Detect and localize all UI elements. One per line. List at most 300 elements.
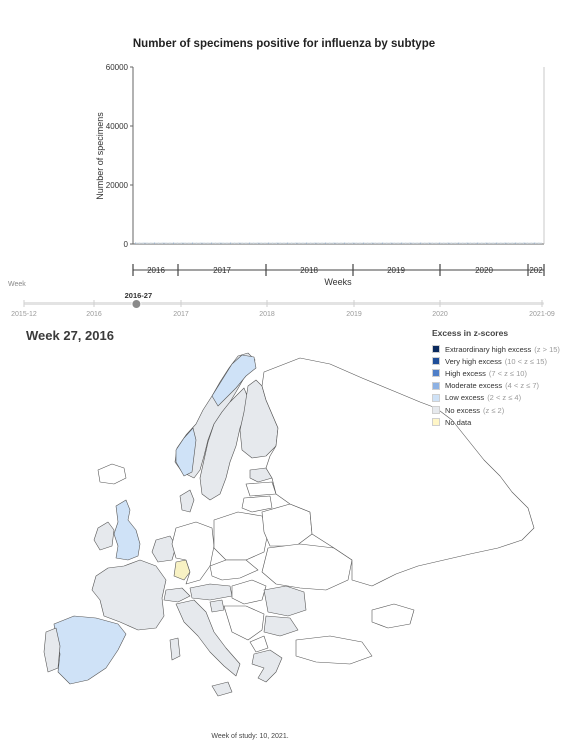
- bar-mark: [382, 243, 383, 245]
- legend-item[interactable]: [432, 367, 568, 379]
- bar-mark: [147, 243, 148, 245]
- bar-mark: [405, 243, 406, 245]
- bar-mark: [305, 243, 306, 245]
- bar-mark: [454, 243, 455, 245]
- bar-mark: [518, 243, 519, 245]
- bar-mark: [329, 243, 330, 245]
- bar-mark: [306, 243, 307, 245]
- country-hungary[interactable]: [232, 580, 266, 604]
- timeline-label: 2021-09: [529, 311, 555, 318]
- bar-mark: [351, 243, 352, 245]
- bar-mark: [246, 243, 247, 245]
- legend-item[interactable]: [432, 392, 568, 404]
- timeline-label: 2018: [259, 311, 275, 318]
- bar-mark: [273, 243, 274, 245]
- bar-mark: [409, 243, 410, 245]
- bar-mark: [253, 243, 254, 245]
- country-austria[interactable]: [190, 584, 232, 600]
- country-switzerland[interactable]: [164, 588, 190, 602]
- bar-mark: [184, 243, 185, 245]
- bar-mark: [480, 243, 481, 245]
- bar-mark: [427, 243, 428, 245]
- bar-mark: [439, 243, 440, 245]
- bar-mark: [348, 243, 349, 245]
- bar-mark: [490, 243, 491, 245]
- bar-mark: [189, 243, 190, 245]
- bar-mark: [242, 243, 243, 245]
- bar-mark: [307, 243, 308, 245]
- bar-mark: [136, 243, 137, 245]
- timeline-label: 2019: [346, 311, 362, 318]
- bar-mark: [176, 243, 177, 245]
- bar-mark: [432, 243, 433, 245]
- bar-mark: [476, 243, 477, 245]
- bar-mark: [303, 243, 304, 245]
- bar-mark: [455, 243, 456, 245]
- bar-mark: [372, 243, 373, 245]
- bar-mark: [244, 243, 245, 245]
- bar-mark: [277, 243, 278, 245]
- country-slovenia[interactable]: [210, 600, 224, 612]
- legend-swatch: [432, 357, 440, 365]
- bar-mark: [367, 243, 368, 245]
- country-sardinia[interactable]: [170, 638, 180, 660]
- bar-mark: [142, 243, 143, 245]
- bar-mark: [318, 243, 319, 245]
- bar-mark: [357, 243, 358, 245]
- bar-mark: [345, 243, 346, 245]
- bar-mark: [192, 243, 193, 245]
- bar-mark: [181, 243, 182, 245]
- bar-mark: [320, 243, 321, 245]
- bar-mark: [443, 243, 444, 245]
- bar-mark: [178, 243, 179, 245]
- bar-mark: [220, 243, 221, 245]
- bar-mark: [313, 243, 314, 245]
- bar-mark: [366, 243, 367, 245]
- bar-mark: [451, 243, 452, 245]
- bar-mark: [474, 243, 475, 245]
- bar-mark: [161, 243, 162, 245]
- bar-mark: [215, 243, 216, 245]
- bar-mark: [150, 243, 151, 245]
- bar-mark: [258, 243, 259, 245]
- bar-mark: [516, 243, 517, 245]
- y-axis-title: Number of specimens: [95, 112, 105, 200]
- bar-mark: [204, 243, 205, 245]
- bar-mark: [295, 243, 296, 245]
- legend-swatch: [432, 418, 440, 426]
- legend-item[interactable]: [432, 416, 568, 428]
- bar-mark: [200, 243, 201, 245]
- bar-mark: [375, 243, 376, 245]
- bar-mark: [419, 243, 420, 245]
- bar-mark: [279, 243, 280, 245]
- bar-mark: [537, 243, 538, 245]
- bar-mark: [140, 243, 141, 245]
- y-tick-label: 0: [123, 240, 128, 249]
- bar-mark: [263, 243, 264, 245]
- country-france[interactable]: [92, 560, 166, 630]
- year-axis: [133, 264, 544, 276]
- y-tick-label: 20000: [105, 181, 128, 190]
- bar-mark: [433, 243, 434, 245]
- bar-mark: [173, 243, 174, 245]
- legend-item[interactable]: [432, 404, 568, 416]
- timeline-slider[interactable]: [11, 291, 555, 318]
- legend-range: (7 < z ≤ 10): [488, 368, 527, 378]
- bar-mark: [533, 243, 534, 245]
- bar-mark: [534, 243, 535, 245]
- country-uk[interactable]: [114, 500, 140, 560]
- bar-mark: [149, 243, 150, 245]
- y-tick-label: 60000: [105, 63, 128, 72]
- legend-swatch: [432, 394, 440, 402]
- bar-mark: [535, 243, 536, 245]
- bar-mark: [226, 243, 227, 245]
- bar-mark: [264, 243, 265, 245]
- bar-mark: [496, 243, 497, 245]
- bar-mark: [514, 243, 515, 245]
- bar-mark: [421, 243, 422, 245]
- bar-mark: [378, 243, 379, 245]
- bar-mark: [292, 243, 293, 245]
- bar-mark: [275, 243, 276, 245]
- bar-mark: [339, 243, 340, 245]
- bar-mark: [508, 243, 509, 245]
- timeline-label: 2020: [432, 311, 448, 318]
- bar-mark: [170, 243, 171, 245]
- bar-mark: [206, 243, 207, 245]
- bar-mark: [438, 243, 439, 245]
- country-poland[interactable]: [214, 512, 268, 560]
- bar-mark: [538, 243, 539, 245]
- bar-mark: [288, 243, 289, 245]
- bar-mark: [352, 243, 353, 245]
- bar-mark: [374, 243, 375, 245]
- timeline-label: 2016: [86, 311, 102, 318]
- bar-mark: [317, 243, 318, 245]
- bar-mark: [467, 243, 468, 245]
- bar-mark: [199, 243, 200, 245]
- bar-mark: [299, 243, 300, 245]
- bar-mark: [282, 243, 283, 245]
- legend-range: (4 < z ≤ 7): [505, 381, 540, 391]
- bar-mark: [504, 243, 505, 245]
- bar-mark: [461, 243, 462, 245]
- timeline-handle[interactable]: [132, 300, 141, 309]
- bar-mark: [497, 243, 498, 245]
- bar-mark: [435, 243, 436, 245]
- bar-mark: [511, 243, 512, 245]
- bar-mark: [383, 243, 384, 245]
- bar-mark: [381, 243, 382, 245]
- bar-mark: [488, 243, 489, 245]
- bar-mark: [210, 243, 211, 245]
- bar-mark: [414, 243, 415, 245]
- bar-mark: [187, 243, 188, 245]
- bar-mark: [424, 243, 425, 245]
- bar-mark: [250, 243, 251, 245]
- bar-mark: [527, 243, 528, 245]
- bar-mark: [249, 243, 250, 245]
- legend-label: Moderate excess: [445, 381, 503, 391]
- bar-mark: [269, 243, 270, 245]
- legend-range: (z > 15): [534, 344, 560, 354]
- country-romania[interactable]: [264, 586, 306, 616]
- bar-mark: [222, 243, 223, 245]
- bar-mark: [370, 243, 371, 245]
- bar-mark: [477, 243, 478, 245]
- bar-mark: [157, 243, 158, 245]
- bar-mark: [201, 243, 202, 245]
- bar-mark: [393, 243, 394, 245]
- chart-frame: [133, 67, 544, 244]
- country-czechia[interactable]: [210, 560, 258, 580]
- bar-mark: [193, 243, 194, 245]
- bar-mark: [231, 243, 232, 245]
- bar-mark: [211, 243, 212, 245]
- bar-mark: [355, 243, 356, 245]
- bar-mark: [212, 243, 213, 245]
- bar-mark: [284, 243, 285, 245]
- map-week-title: Week 27, 2016: [26, 328, 114, 343]
- bar-mark: [203, 243, 204, 245]
- bar-mark: [486, 243, 487, 245]
- bar-mark: [462, 243, 463, 245]
- bar-mark: [401, 243, 402, 245]
- bar-mark: [177, 243, 178, 245]
- bar-mark: [163, 243, 164, 245]
- bar-mark: [336, 243, 337, 245]
- country-sicily[interactable]: [212, 682, 232, 696]
- bar-mark: [223, 243, 224, 245]
- bar-mark: [241, 243, 242, 245]
- bar-mark: [410, 243, 411, 245]
- bar-mark: [465, 243, 466, 245]
- bar-mark: [298, 243, 299, 245]
- bar-mark: [397, 243, 398, 245]
- legend-range: (z ≤ 2): [483, 405, 505, 415]
- country-ireland[interactable]: [94, 522, 114, 550]
- bar-mark: [330, 243, 331, 245]
- bar-mark: [280, 243, 281, 245]
- bar-mark: [389, 243, 390, 245]
- bar-mark: [458, 243, 459, 245]
- bar-mark: [398, 243, 399, 245]
- country-belarus[interactable]: [262, 504, 312, 546]
- country-latvia[interactable]: [246, 482, 276, 496]
- legend-item[interactable]: [432, 355, 568, 367]
- bar-mark: [390, 243, 391, 245]
- legend-item[interactable]: [432, 380, 568, 392]
- bar-mark: [268, 243, 269, 245]
- bar-mark: [276, 243, 277, 245]
- bar-mark: [185, 243, 186, 245]
- bar-mark: [473, 243, 474, 245]
- year-label: 2019: [387, 266, 405, 275]
- bar-mark: [165, 243, 166, 245]
- bar-mark: [471, 243, 472, 245]
- legend-label: Low excess: [445, 393, 485, 403]
- bar-mark: [391, 243, 392, 245]
- bar-mark: [469, 243, 470, 245]
- bar-mark: [180, 243, 181, 245]
- bar-mark: [172, 243, 173, 245]
- year-label: 2018: [300, 266, 318, 275]
- bar-mark: [155, 243, 156, 245]
- bar-mark: [219, 243, 220, 245]
- bar-mark: [237, 243, 238, 245]
- bar-mark: [314, 243, 315, 245]
- legend-label: No data: [445, 417, 472, 427]
- bar-mark: [337, 243, 338, 245]
- bar-mark: [364, 243, 365, 245]
- bar-mark: [523, 243, 524, 245]
- bar-mark: [197, 243, 198, 245]
- bar-mark: [151, 243, 152, 245]
- bar-mark: [387, 243, 388, 245]
- bar-mark: [394, 243, 395, 245]
- country-iceland[interactable]: [98, 464, 126, 484]
- country-benelux[interactable]: [152, 536, 176, 562]
- bar-mark: [248, 243, 249, 245]
- bar-mark: [447, 243, 448, 245]
- legend: [432, 328, 568, 428]
- bar-mark: [347, 243, 348, 245]
- bar-mark: [265, 243, 266, 245]
- year-label: 202: [529, 266, 543, 275]
- bar-mark: [481, 243, 482, 245]
- bar-mark: [528, 243, 529, 245]
- timeline-track[interactable]: [24, 302, 544, 305]
- bar-mark: [146, 243, 147, 245]
- country-portugal[interactable]: [44, 628, 60, 672]
- bar-mark: [135, 243, 136, 245]
- timeline-label: 2015-12: [11, 311, 37, 318]
- bar-mark: [489, 243, 490, 245]
- legend-label: Very high excess: [445, 356, 502, 366]
- bar-mark: [412, 243, 413, 245]
- country-lithuania[interactable]: [242, 496, 272, 512]
- bar-mark: [413, 243, 414, 245]
- bar-mark: [484, 243, 485, 245]
- bar-mark: [520, 243, 521, 245]
- bar-mark: [153, 243, 154, 245]
- bar-mark: [302, 243, 303, 245]
- country-greece[interactable]: [252, 650, 282, 682]
- bar-mark: [182, 243, 183, 245]
- legend-range: (2 < z ≤ 4): [487, 393, 522, 403]
- bar-mark: [404, 243, 405, 245]
- country-caucasus[interactable]: [372, 604, 414, 628]
- year-label: 2017: [213, 266, 231, 275]
- bar-mark: [139, 243, 140, 245]
- bar-mark: [291, 243, 292, 245]
- bar-mark: [324, 243, 325, 245]
- bar-mark: [495, 243, 496, 245]
- legend-label: Extraordinary high excess: [445, 344, 532, 354]
- bar-mark: [362, 243, 363, 245]
- bar-mark: [371, 243, 372, 245]
- study-note: Week of study: 10, 2021.: [211, 733, 289, 740]
- bar-mark: [326, 243, 327, 245]
- bar-mark: [332, 243, 333, 245]
- bar-mark: [252, 243, 253, 245]
- country-north-macedonia[interactable]: [250, 636, 268, 652]
- bar-mark: [363, 243, 364, 245]
- bar-mark: [343, 243, 344, 245]
- bar-mark: [509, 243, 510, 245]
- bar-mark: [503, 243, 504, 245]
- bar-mark: [417, 243, 418, 245]
- bar-mark: [294, 243, 295, 245]
- bar-mark: [328, 243, 329, 245]
- legend-label: High excess: [445, 368, 486, 378]
- legend-swatch: [432, 345, 440, 353]
- bar-mark: [446, 243, 447, 245]
- bar-mark: [482, 243, 483, 245]
- legend-item[interactable]: [432, 343, 568, 355]
- bar-mark: [376, 243, 377, 245]
- bar-mark: [340, 243, 341, 245]
- bar-mark: [283, 243, 284, 245]
- bar-mark: [400, 243, 401, 245]
- bar-mark: [429, 243, 430, 245]
- bar-mark: [379, 243, 380, 245]
- country-bulgaria[interactable]: [264, 616, 298, 636]
- bar-mark: [214, 243, 215, 245]
- bar-mark: [515, 243, 516, 245]
- bar-mark: [440, 243, 441, 245]
- bar-mark: [431, 243, 432, 245]
- bar-mark: [341, 243, 342, 245]
- bar-mark: [368, 243, 369, 245]
- bar-mark: [360, 243, 361, 245]
- bar-mark: [188, 243, 189, 245]
- bar-mark: [310, 243, 311, 245]
- bar-mark: [271, 243, 272, 245]
- bar-mark: [287, 243, 288, 245]
- bar-mark: [344, 243, 345, 245]
- bar-mark: [353, 243, 354, 245]
- bar-mark: [272, 243, 273, 245]
- bar-mark: [522, 243, 523, 245]
- axis-cut-label: Week: [8, 281, 26, 288]
- bar-mark: [261, 243, 262, 245]
- country-denmark[interactable]: [180, 490, 194, 512]
- bar-mark: [457, 243, 458, 245]
- y-tick-label: 40000: [105, 122, 128, 131]
- bar-mark: [436, 243, 437, 245]
- bar-mark: [309, 243, 310, 245]
- bar-mark: [492, 243, 493, 245]
- bar-mark: [195, 243, 196, 245]
- country-turkey[interactable]: [296, 636, 372, 664]
- bar-mark: [530, 243, 531, 245]
- bar-mark: [333, 243, 334, 245]
- country-croatia-serbia[interactable]: [224, 606, 264, 640]
- bar-mark: [386, 243, 387, 245]
- legend-swatch: [432, 382, 440, 390]
- timeline-current-label: 2016-27: [124, 291, 153, 300]
- legend-swatch: [432, 369, 440, 377]
- country-spain[interactable]: [54, 616, 126, 684]
- bar-mark: [225, 243, 226, 245]
- bar-mark: [144, 243, 145, 245]
- bar-mark: [425, 243, 426, 245]
- legend-title: Excess in z-scores: [432, 328, 509, 338]
